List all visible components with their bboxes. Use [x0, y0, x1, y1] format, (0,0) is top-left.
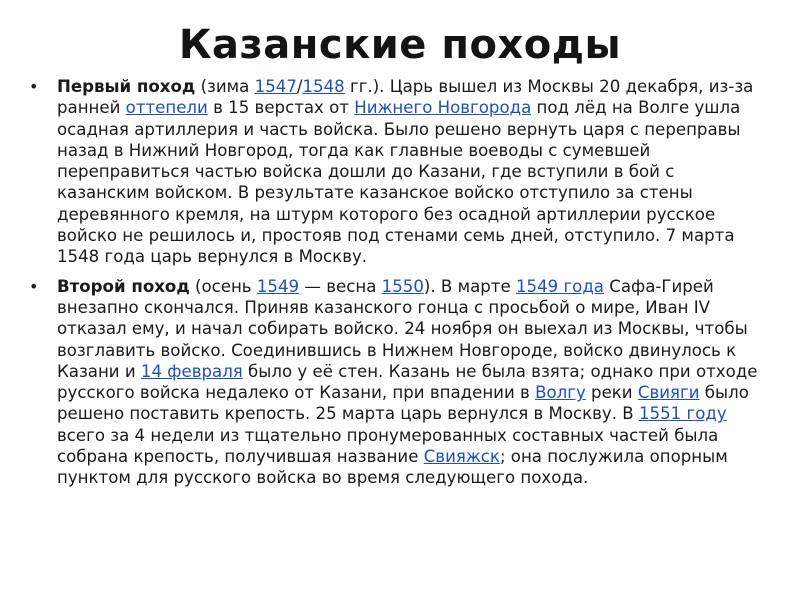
- wiki-link[interactable]: 1549: [256, 276, 300, 296]
- bullet-list: [28, 76, 768, 497]
- wiki-link[interactable]: 1547: [254, 77, 297, 96]
- wiki-link[interactable]: оттепели: [125, 98, 208, 118]
- item-heading: Второй поход: [57, 276, 190, 296]
- wiki-link[interactable]: Волгу: [535, 383, 586, 403]
- wiki-link[interactable]: Свияжск: [423, 447, 500, 467]
- bullet-item: [28, 76, 768, 268]
- wiki-link[interactable]: 1550: [381, 276, 424, 296]
- slide-title: Казанские походы: [178, 22, 622, 68]
- wiki-link[interactable]: 1549 года: [515, 276, 604, 296]
- item-heading: Первый поход: [57, 77, 196, 96]
- text-run: (зима: [195, 77, 255, 96]
- text-run: было у её стен. Казань не была взята; однако при отходе русского войска недалеко от Казани, при впадении в: [57, 361, 758, 403]
- text-run: ; она послужила опорным пунктом для русского войска во время следующего похода.: [57, 447, 728, 488]
- text-run: в 15 верстах от: [207, 98, 355, 118]
- text-run: Сафа-Гирей внезапно скончался. Приняв казанского гонца с просьбой о мире, Иван IV отказал ему, и начал собирать войско. 24 ноября он выехал из Москвы, чтобы возглавить войско. Соединившись в Нижнем Новгороде, войско двинулось к Казани и: [57, 276, 748, 381]
- text-run: было решено поставить крепость. 25 марта царь вернулся в Москву. В: [57, 383, 749, 424]
- wiki-link[interactable]: 1548: [302, 77, 345, 96]
- text-run: (осень: [189, 276, 257, 296]
- text-run: реки: [585, 383, 638, 403]
- item-text: [57, 277, 757, 488]
- text-run: гг.). Царь вышел из Москвы 20 декабря, из-за ранней: [57, 77, 754, 118]
- text-run: ). В марте: [423, 276, 516, 296]
- text-run: под лёд на Волге ушла осадная артиллерия и часть войска. Было решено вернуть царя с переправы назад в Нижний Новгород, тогда как главные воеводы с сумевшей переправиться частью войска дошли до Казани, где вступили в бой с казанским войском. В результате казанское войско отступило за стены деревянного кремля, на штурм которого без осадной артиллерии русское войско не решилось и, простояв под стенами семь дней, отступило. 7 марта 1548 года царь вернулся в Москву.: [57, 98, 741, 267]
- text-run: /: [296, 77, 303, 96]
- wiki-link[interactable]: 1551 году: [638, 404, 727, 424]
- text-run: всего за 4 недели из тщательно пронумерованных составных частей была собрана крепость, получившая название: [57, 425, 719, 467]
- text-run: — весна: [299, 276, 382, 296]
- bullet-dot-icon: •: [29, 276, 39, 296]
- wiki-link[interactable]: Нижнего Новгорода: [354, 98, 532, 118]
- wiki-link[interactable]: Свияги: [637, 383, 700, 403]
- item-text: [57, 77, 753, 266]
- bullet-item: [28, 276, 768, 489]
- bullet-dot-icon: •: [29, 77, 39, 96]
- wiki-link[interactable]: 14 февраля: [140, 361, 243, 381]
